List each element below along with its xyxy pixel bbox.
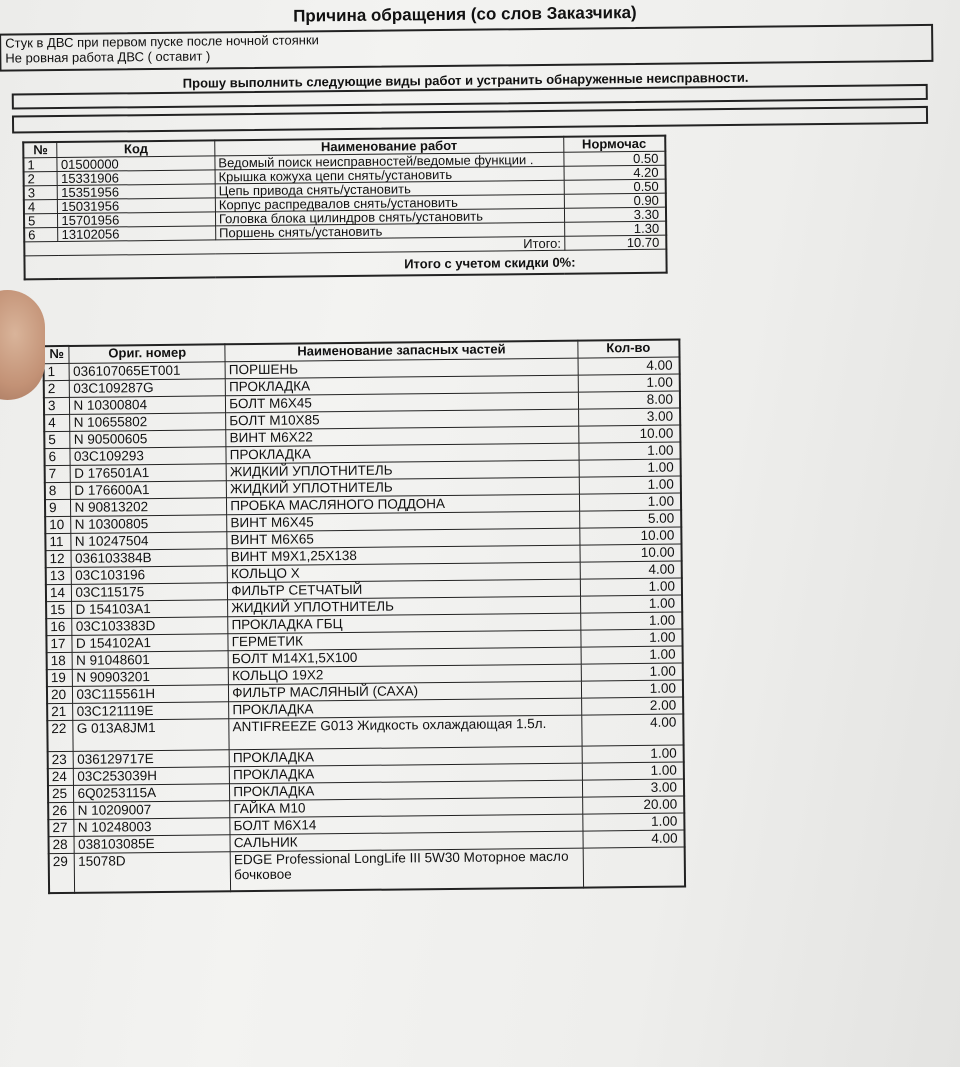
- part-num: 26: [48, 802, 74, 819]
- part-orig-number: N 10247504: [71, 532, 227, 551]
- part-qty: 3.00: [582, 779, 684, 797]
- part-orig-number: 03C115175: [72, 583, 228, 602]
- part-name: ВИНТ М6Х22: [226, 426, 579, 447]
- work-code: 13102056: [58, 226, 216, 242]
- notes-box: [12, 106, 928, 134]
- table-row: [49, 847, 685, 893]
- work-hours: 4.20: [564, 165, 666, 180]
- part-qty: 1.00: [580, 595, 682, 613]
- work-code: 15031956: [58, 198, 216, 214]
- part-name: ФИЛЬТР СЕТЧАТЫЙ: [228, 579, 581, 600]
- work-num: 4: [24, 200, 58, 214]
- works-total-value: 10.70: [564, 235, 666, 250]
- part-qty: 1.00: [581, 629, 683, 647]
- work-hours: 1.30: [564, 221, 666, 236]
- part-orig-number: D 154102A1: [72, 634, 228, 653]
- part-qty: 1.00: [581, 646, 683, 664]
- part-num: 10: [45, 516, 71, 533]
- part-qty: 2.00: [581, 697, 683, 715]
- part-qty: [583, 847, 685, 888]
- part-num: 14: [46, 584, 72, 601]
- part-num: 20: [47, 686, 73, 703]
- part-qty: 1.00: [579, 442, 681, 460]
- part-orig-number: N 10655802: [70, 413, 226, 432]
- part-name: ВИНТ М6Х45: [227, 511, 580, 532]
- part-orig-number: 03C121119E: [73, 702, 229, 721]
- work-code: 01500000: [57, 156, 215, 172]
- parts-header-part: Ориг. номер: [69, 344, 225, 363]
- part-qty: 4.00: [578, 357, 680, 375]
- part-qty: 4.00: [580, 561, 682, 579]
- part-name: ПРОКЛАДКА: [229, 698, 582, 719]
- part-num: 11: [45, 533, 71, 550]
- parts-header-name: Наименование запасных частей: [225, 341, 578, 362]
- part-num: 17: [46, 635, 72, 652]
- part-name: ПРОКЛАДКА: [229, 746, 582, 767]
- part-qty: 1.00: [579, 459, 681, 477]
- part-name: КОЛЬЦО 19Х2: [228, 664, 581, 685]
- work-name: Поршень снять/установить: [216, 222, 565, 240]
- works-body: [23, 151, 666, 242]
- part-qty: 10.00: [580, 527, 682, 545]
- part-name: ANTIFREEZE G013 Жидкость охлаждающая 1.5л.: [229, 715, 582, 750]
- part-orig-number: N 90903201: [73, 668, 229, 687]
- works-discount-label: Итого с учетом скидки 0%:: [24, 249, 666, 279]
- work-hours: 0.50: [563, 151, 665, 166]
- part-orig-number: 03C115561H: [73, 685, 229, 704]
- part-orig-number: 036129717E: [74, 750, 230, 769]
- works-header-code: Код: [57, 140, 215, 157]
- complaint-line-1: Стук в ДВС при первом пуске после ночной стоянки: [5, 32, 319, 51]
- part-qty: 1.00: [580, 578, 682, 596]
- works-header-hours: Нормочас: [563, 136, 665, 153]
- part-name: EDGE Professional LongLife III 5W30 Моторное масло бочковое: [230, 848, 583, 891]
- part-num: 13: [46, 567, 72, 584]
- part-num: 2: [44, 380, 70, 397]
- page-title: Причина обращения (со слов Заказчика): [293, 2, 637, 26]
- works-table: [22, 135, 667, 281]
- parts-table: [42, 339, 686, 895]
- part-orig-number: 036103384B: [71, 549, 227, 568]
- part-name: БОЛТ М6Х14: [230, 814, 583, 835]
- part-qty: 1.00: [578, 374, 680, 392]
- part-name: ЖИДКИЙ УПЛОТНИТЕЛЬ: [226, 460, 579, 481]
- part-qty: 1.00: [581, 663, 683, 681]
- part-num: 16: [46, 618, 72, 635]
- part-orig-number: 038103085E: [74, 835, 230, 854]
- complaint-line-2: Не ровная работа ДВС ( оставит ): [5, 48, 211, 66]
- part-orig-number: D 176600A1: [71, 481, 227, 500]
- work-name: Цепь привода снять/установить: [215, 180, 564, 198]
- part-qty: 10.00: [579, 425, 681, 443]
- part-orig-number: N 10209007: [74, 801, 230, 820]
- part-name: ФИЛЬТР МАСЛЯНЫЙ (САХА): [229, 681, 582, 702]
- part-num: 5: [44, 431, 70, 448]
- part-name: ПРОКЛАДКА: [225, 375, 578, 396]
- part-num: 25: [48, 785, 74, 802]
- part-name: КОЛЬЦО Х: [227, 562, 580, 583]
- part-qty: 3.00: [578, 408, 680, 426]
- complaint-box: [0, 24, 933, 72]
- work-hours: 0.50: [564, 179, 666, 194]
- part-num: 19: [47, 669, 73, 686]
- part-orig-number: 03C109287G: [70, 379, 226, 398]
- work-name: Головка блока цилиндров снять/установить: [215, 208, 564, 226]
- part-orig-number: N 10300805: [71, 515, 227, 534]
- part-qty: 1.00: [582, 762, 684, 780]
- part-num: 3: [44, 397, 70, 414]
- work-num: 2: [24, 172, 58, 186]
- part-name: БОЛТ М6Х45: [226, 392, 579, 413]
- part-qty: 8.00: [578, 391, 680, 409]
- part-qty: 1.00: [582, 745, 684, 763]
- part-name: ПРОКЛАДКА: [230, 763, 583, 784]
- parts-header-num: №: [43, 346, 69, 364]
- part-name: ПРОКЛАДКА: [226, 443, 579, 464]
- part-orig-number: 03C103196: [72, 566, 228, 585]
- works-header-num: №: [23, 142, 57, 158]
- work-num: 3: [24, 186, 58, 200]
- part-qty: 1.00: [580, 612, 682, 630]
- part-name: БОЛТ М14Х1,5Х100: [228, 647, 581, 668]
- part-qty: 5.00: [579, 510, 681, 528]
- work-name: Корпус распредвалов снять/установить: [215, 194, 564, 212]
- part-name: ПРОКЛАДКА ГБЦ: [228, 613, 581, 634]
- works-header-name: Наименование работ: [215, 137, 564, 156]
- work-code: 15701956: [58, 212, 216, 228]
- part-qty: 1.00: [581, 680, 683, 698]
- part-name: БОЛТ М10Х85: [226, 409, 579, 430]
- part-orig-number: N 91048601: [73, 651, 229, 670]
- part-orig-number: 036107065ET001: [70, 362, 226, 381]
- part-qty: 4.00: [583, 830, 685, 848]
- part-orig-number: 15078D: [75, 852, 231, 893]
- work-code: 15351956: [58, 184, 216, 200]
- work-hours: 0.90: [564, 193, 666, 208]
- work-name: Крышка кожуха цепи снять/установить: [215, 166, 564, 184]
- part-name: ВИНТ М9Х1,25Х138: [227, 545, 580, 566]
- part-qty: 1.00: [579, 493, 681, 511]
- part-num: 12: [46, 550, 72, 567]
- part-name: ЖИДКИЙ УПЛОТНИТЕЛЬ: [228, 596, 581, 617]
- part-name: ПРОКЛАДКА: [230, 780, 583, 801]
- part-num: 23: [48, 751, 74, 768]
- part-num: 24: [48, 768, 74, 785]
- part-num: 7: [45, 465, 71, 482]
- work-num: 6: [24, 228, 58, 242]
- part-orig-number: N 90813202: [71, 498, 227, 517]
- part-name: САЛЬНИК: [230, 831, 583, 852]
- works-total-label: Итого:: [24, 236, 564, 256]
- part-num: 1: [44, 363, 70, 380]
- part-num: 15: [46, 601, 72, 618]
- part-num: 4: [44, 414, 70, 431]
- part-qty: 1.00: [583, 813, 685, 831]
- part-num: 6: [44, 448, 70, 465]
- work-num: 1: [23, 158, 57, 172]
- part-num: 18: [47, 652, 73, 669]
- part-orig-number: 03C103383D: [72, 617, 228, 636]
- part-num: 9: [45, 499, 71, 516]
- finger: [0, 290, 45, 400]
- part-orig-number: N 10248003: [74, 818, 230, 837]
- parts-body: [44, 357, 686, 893]
- part-orig-number: 6Q0253115A: [74, 784, 230, 803]
- part-num: 8: [45, 482, 71, 499]
- part-name: ПРОБКА МАСЛЯНОГО ПОДДОНА: [227, 494, 580, 515]
- part-name: ПОРШЕНЬ: [225, 358, 578, 379]
- work-name: Ведомый поиск неисправностей/ведомые функции .: [215, 152, 564, 170]
- part-orig-number: D 154103A1: [72, 600, 228, 619]
- part-orig-number: G 013A8JM1: [73, 719, 229, 752]
- work-hours: 3.30: [564, 207, 666, 222]
- part-orig-number: D 176501A1: [71, 464, 227, 483]
- part-qty: 1.00: [579, 476, 681, 494]
- part-qty: 10.00: [580, 544, 682, 562]
- part-num: 28: [49, 836, 75, 853]
- part-qty: 4.00: [582, 714, 684, 746]
- part-name: ВИНТ М6Х65: [227, 528, 580, 549]
- part-num: 27: [48, 819, 74, 836]
- part-orig-number: 03C253039H: [74, 767, 230, 786]
- part-num: 29: [49, 853, 75, 893]
- part-qty: 20.00: [582, 796, 684, 814]
- part-name: ЖИДКИЙ УПЛОТНИТЕЛЬ: [227, 477, 580, 498]
- part-name: ГАЙКА М10: [230, 797, 583, 818]
- parts-header-qty: Кол-во: [578, 340, 680, 359]
- part-orig-number: 03C109293: [70, 447, 226, 466]
- part-name: ГЕРМЕТИК: [228, 630, 581, 651]
- request-title: Прошу выполнить следующие виды работ и устранить обнаруженные неисправности.: [182, 69, 749, 91]
- part-orig-number: N 90500605: [70, 430, 226, 449]
- part-num: 22: [47, 720, 73, 751]
- work-num: 5: [24, 214, 58, 228]
- part-orig-number: N 10300804: [70, 396, 226, 415]
- part-num: 21: [47, 703, 73, 720]
- work-code: 15331906: [57, 170, 215, 186]
